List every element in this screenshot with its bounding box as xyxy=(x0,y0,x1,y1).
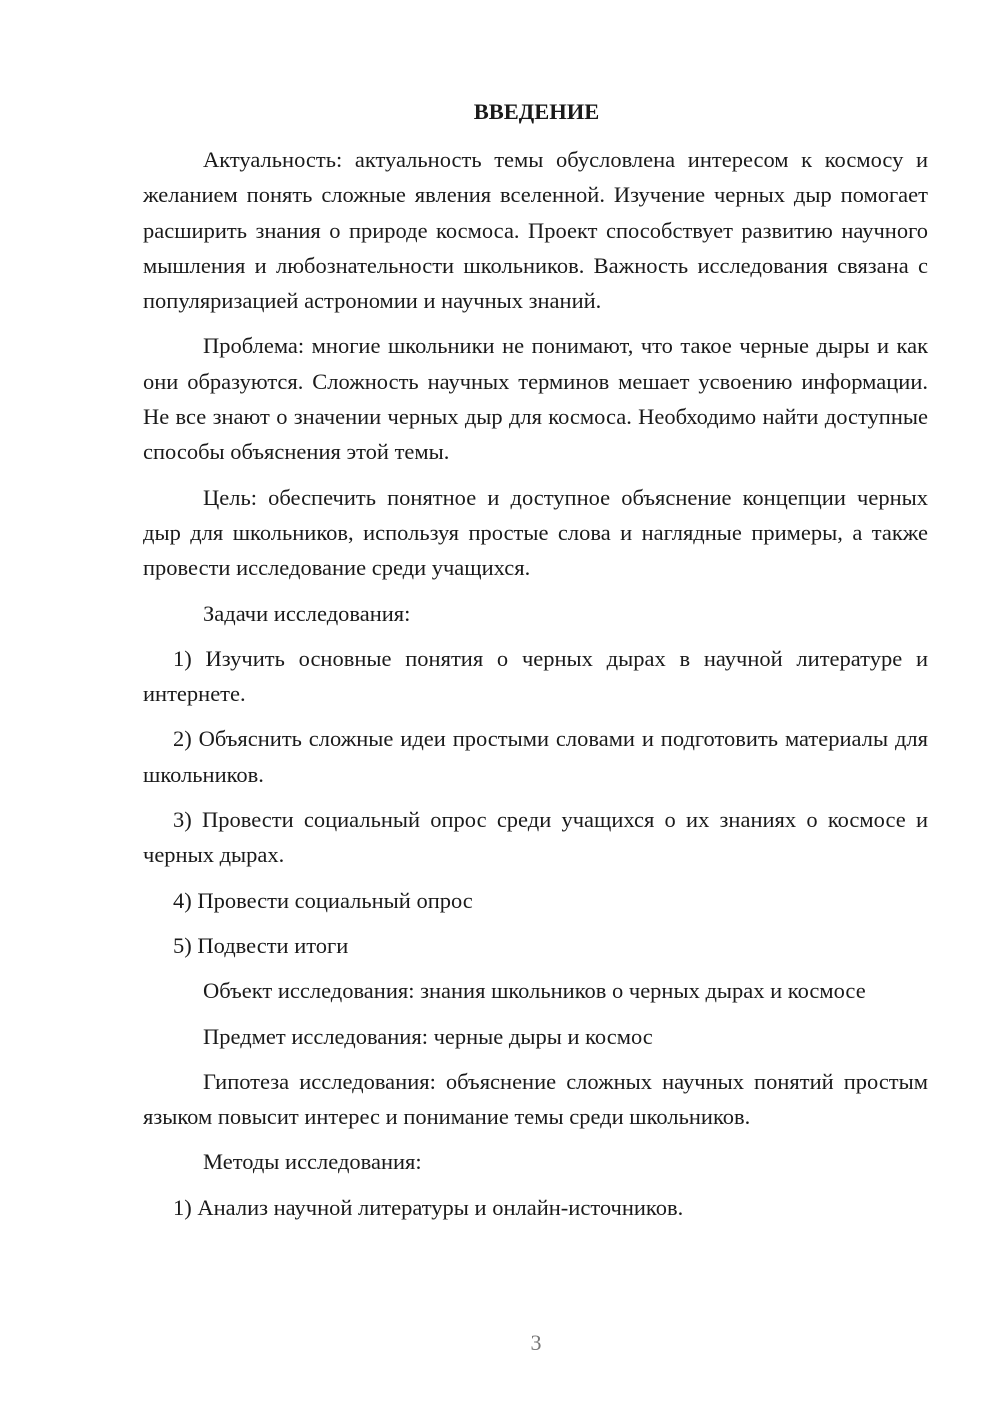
task-item-1: 1) Изучить основные понятия о черных дырах в научной литературе и интернете. xyxy=(143,645,928,707)
document-page xyxy=(143,94,928,1235)
task-item-2: 2) Объяснить сложные идеи простыми словами и подготовить материалы для школьников. xyxy=(143,726,928,787)
goal-paragraph: Цель: обеспечить понятное и доступное объяснение концепции черных дыр для школьников, используя простые слова и наглядные примеры, а также провести исследование среди учащихся. xyxy=(143,484,928,581)
task-item-5: 5) Подвести итоги xyxy=(173,932,349,958)
relevance-paragraph: Актуальность: актуальность темы обусловлена интересом к космосу и желанием понять сложные явления вселенной. Изучение черных дыр помогает расширить знания о природе космоса. Проект способствует развитию научного мышления и любознательности школьников. Важность исследования связана с популяризацией астрономии и научных знаний. xyxy=(143,147,928,314)
task-item-3: 3) Провести социальный опрос среди учащихся о их знаниях о космосе и черных дырах. xyxy=(143,807,928,868)
task-item-4: 4) Провести социальный опрос xyxy=(173,887,473,913)
subject-paragraph: Предмет исследования: черные дыры и космос xyxy=(203,1023,653,1049)
tasks-heading: Задачи исследования: xyxy=(203,600,411,626)
problem-paragraph: Проблема: многие школьники не понимают, что такое черные дыры и как они образуются. Сложность научных терминов мешает усвоению информации. Не все знают о значении черных дыр для космоса. Необходимо найти доступные способы объяснения этой темы. xyxy=(143,333,928,465)
section-title: ВВЕДЕНИЕ xyxy=(473,99,600,124)
methods-heading: Методы исследования: xyxy=(203,1149,422,1175)
page-number: 3 xyxy=(530,1330,542,1355)
method-item-1: 1) Анализ научной литературы и онлайн-источников. xyxy=(173,1194,684,1220)
hypothesis-paragraph: Гипотеза исследования: объяснение сложных научных понятий простым языком повысит интерес и понимание темы среди школьников. xyxy=(143,1068,928,1130)
object-paragraph: Объект исследования: знания школьников о черных дырах и космосе xyxy=(203,978,866,1004)
